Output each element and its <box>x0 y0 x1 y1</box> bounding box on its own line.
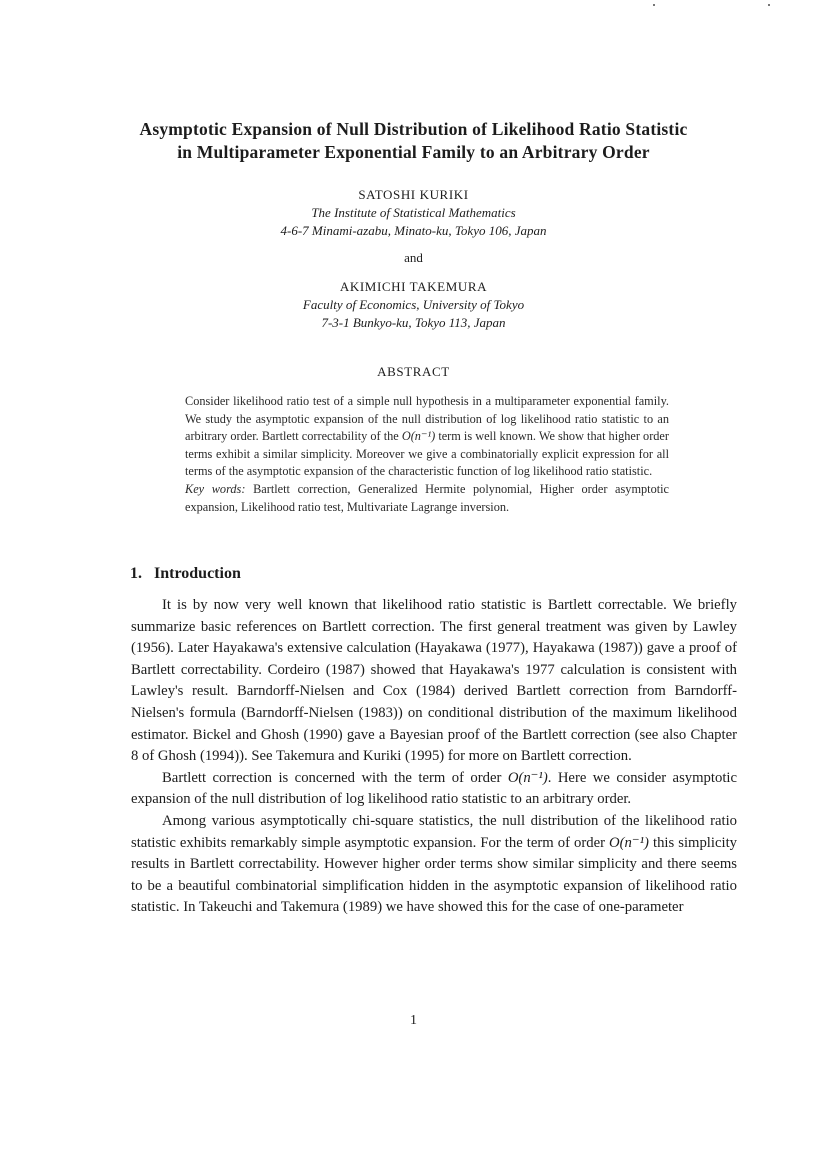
author-2-name: AKIMICHI TAKEMURA <box>339 279 488 294</box>
section-number: 1. <box>130 565 142 582</box>
author-2-affiliation: Faculty of Economics, University of Tokyo <box>302 297 525 312</box>
section-heading <box>130 565 241 583</box>
paragraph-1: It is by now very well known that likelihood ratio statistic is Bartlett correctable. We briefly summarize basic references on Bartlett correction. The first general treatment was given by Lawley (1956). Later Hayakawa's extensive calculation (Hayakawa (1977), Hayakawa (1987)) gave a proof of Bartlett correctability. Cordeiro (1987) showed that Hayakawa's 1977 calculation is consistent with Lawley's result. Barndorff-Nielsen and Cox (1984) derived Bartlett correction from Barndorff-Nielsen's formula (Barndorff-Nielsen (1983)) on conditional distribution of the maximum likelihood estimator. Bickel and Ghosh (1990) gave a Bayesian proof of the Bartlett correction (see also Chapter 8 of Ghosh (1994)). See Takemura and Kuriki (1995) for more on Bartlett correction. <box>131 597 737 765</box>
paragraph-2 <box>131 768 737 811</box>
paragraph-3-text-a: Among various asymptotically chi-square statistics, the null distribution of the likelihood ratio statistic exhibits remarkably simple asymptotic expansion. For the term of order <box>131 812 737 851</box>
paragraph-2-text-a: Bartlett correction is concerned with the term of order <box>162 769 502 786</box>
keywords-text: Bartlett correction, Generalized Hermite polynomial, Higher order asymptotic expansion, Likelihood ratio test, Multivariate Lagrange inversion. <box>185 481 670 514</box>
abstract-text-part-2: term is well known. We show that higher order terms exhibit a similar simplicity. Moreover we give a combinatorially explicit expression for all terms of the asymptotic expansion of the characteristic function of log likelihood ratio statistic. <box>185 429 669 479</box>
author-2-address: 7-3-1 Bunkyo-ku, Tokyo 113, Japan <box>321 315 506 330</box>
abstract-math-order: O(n⁻¹) <box>401 429 436 444</box>
abstract-heading: ABSTRACT <box>377 364 450 379</box>
paragraph-2-text-b: . Here we consider asymptotic expansion of the null distribution of log likelihood ratio statistic to an arbitrary order. <box>131 769 737 808</box>
title-block <box>0 118 827 332</box>
keywords-label: Key words: <box>185 481 246 496</box>
abstract-body <box>185 393 669 516</box>
paper-title-line-1: Asymptotic Expansion of Null Distribution of Likelihood Ratio Statistic <box>139 119 688 139</box>
author-1-name: SATOSHI KURIKI <box>358 187 469 202</box>
paragraph-3-text-b: this simplicity results in Bartlett correctability. However higher order terms show similar simplicity and there seems to be a beautiful combinatorial simplification hidden in the asymptotic expansion of likelihood ratio statistic. In Takeuchi and Takemura (1989) we have showed this for the case of one-parameter <box>131 834 737 916</box>
author-1-address: 4-6-7 Minami-azabu, Minato-ku, Tokyo 106, Japan <box>280 223 547 238</box>
paragraph-3 <box>131 811 737 919</box>
author-1-affiliation: The Institute of Statistical Mathematics <box>311 205 516 220</box>
and-separator: and <box>404 250 423 265</box>
page-number: 1 <box>410 1013 417 1028</box>
body-text <box>131 595 737 919</box>
section-title: Introduction <box>154 565 241 582</box>
abstract-text-part-1: Consider likelihood ratio test of a simple null hypothesis in a multiparameter exponential family. We study the asymptotic expansion of the null distribution of log likelihood ratio statistic to an arbitrary order. Bartlett correctability of the <box>185 394 669 444</box>
paragraph-3-math: O(n⁻¹) <box>609 834 649 851</box>
paragraph-2-math: O(n⁻¹) <box>507 769 548 786</box>
scan-speck <box>653 4 655 6</box>
paper-title-line-2: in Multiparameter Exponential Family to an Arbitrary Order <box>177 142 650 162</box>
scan-speck <box>768 4 770 6</box>
